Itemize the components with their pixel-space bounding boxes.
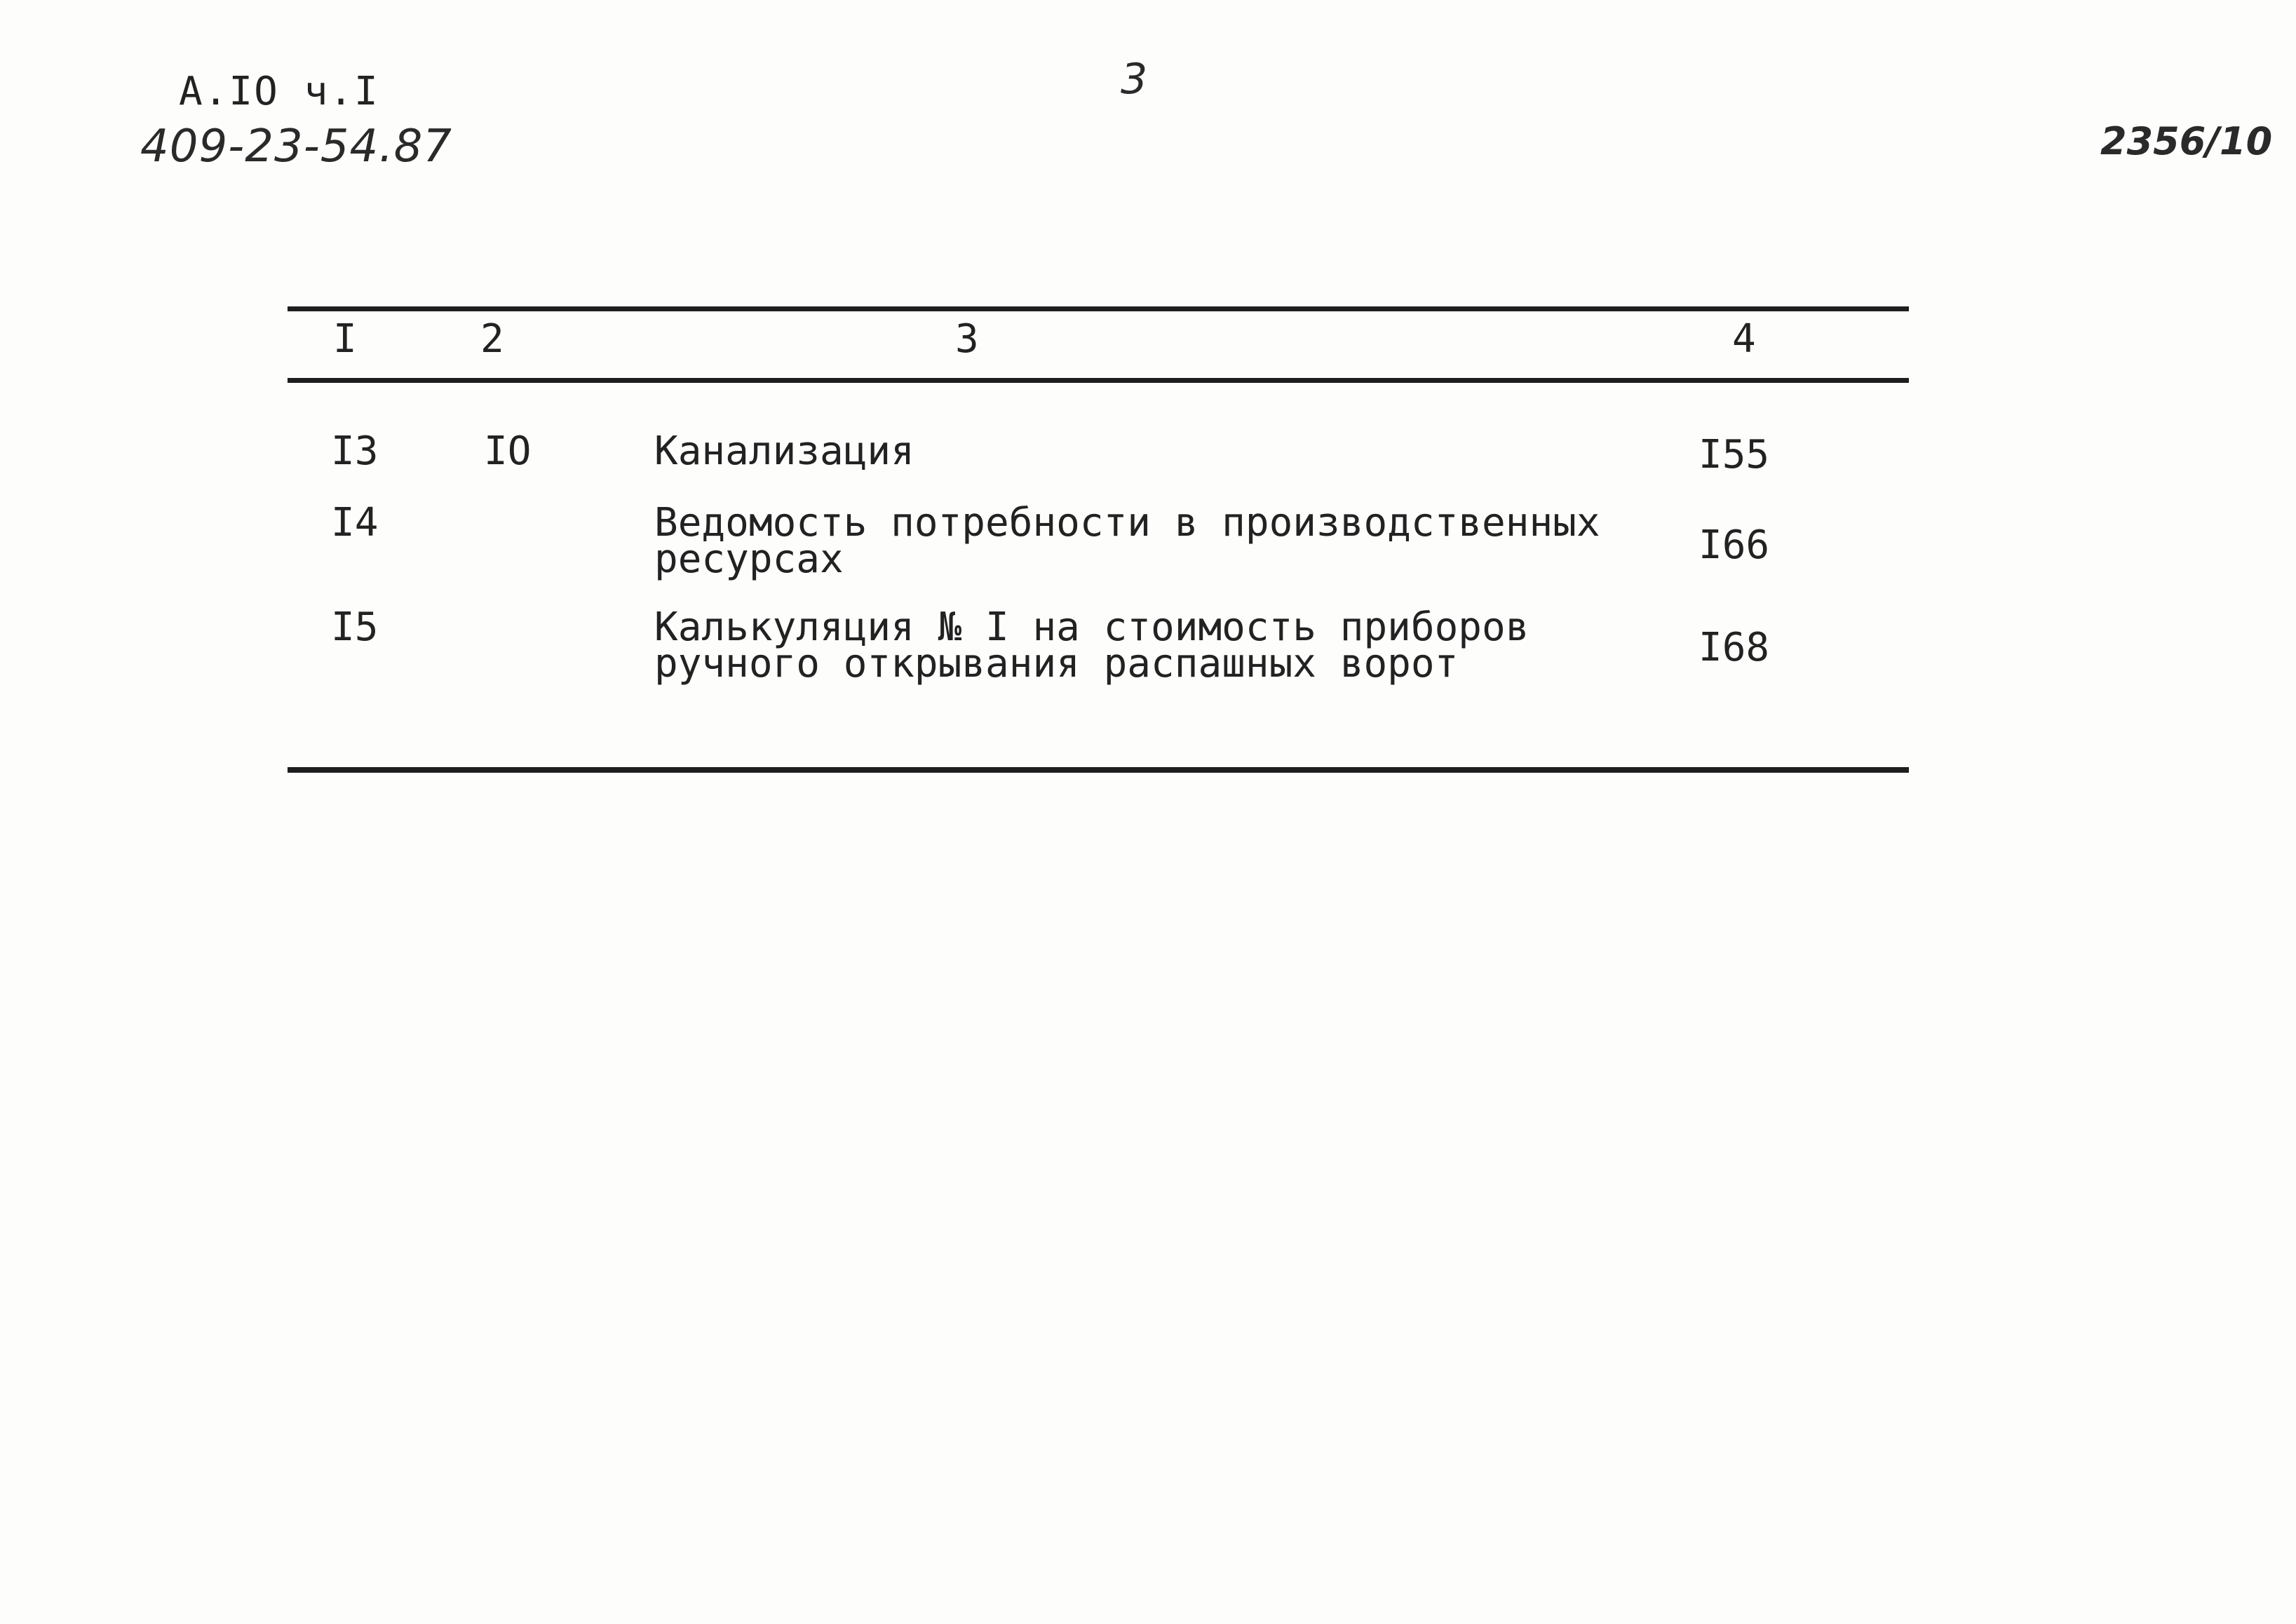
row-title [654,500,1600,582]
series-code: А.IO ч.I [179,69,379,114]
row-title-line: Канализация [654,428,914,474]
row-title-line: ресурсах [654,536,844,582]
column-header-3: 3 [955,316,979,362]
table-top-rule [288,306,1909,311]
archive-number: 2356/10 [2100,119,2273,163]
row-title-line: ручного открывания распашных ворот [654,641,1459,686]
row-number: I3 [331,428,379,474]
column-header-2: 2 [480,316,504,362]
document-number: 409-23-54.87 [140,121,452,172]
table-header-rule [288,378,1909,383]
section-number: IO [484,428,532,474]
row-page: I68 [1699,625,1770,670]
page-number: 3 [1121,55,1148,104]
row-title [654,428,914,474]
table-bottom-rule [288,767,1909,773]
row-page: I55 [1699,432,1770,478]
row-page: I66 [1699,522,1770,568]
row-title-line: Ведомость потребности в производственных [654,500,1600,546]
column-header-1: I [333,316,357,362]
row-title-line: Калькуляция № I на стоимость приборов [654,604,1529,650]
row-number: I4 [331,500,379,546]
row-title [654,604,1529,686]
row-number: I5 [331,604,379,650]
column-header-4: 4 [1732,316,1756,362]
